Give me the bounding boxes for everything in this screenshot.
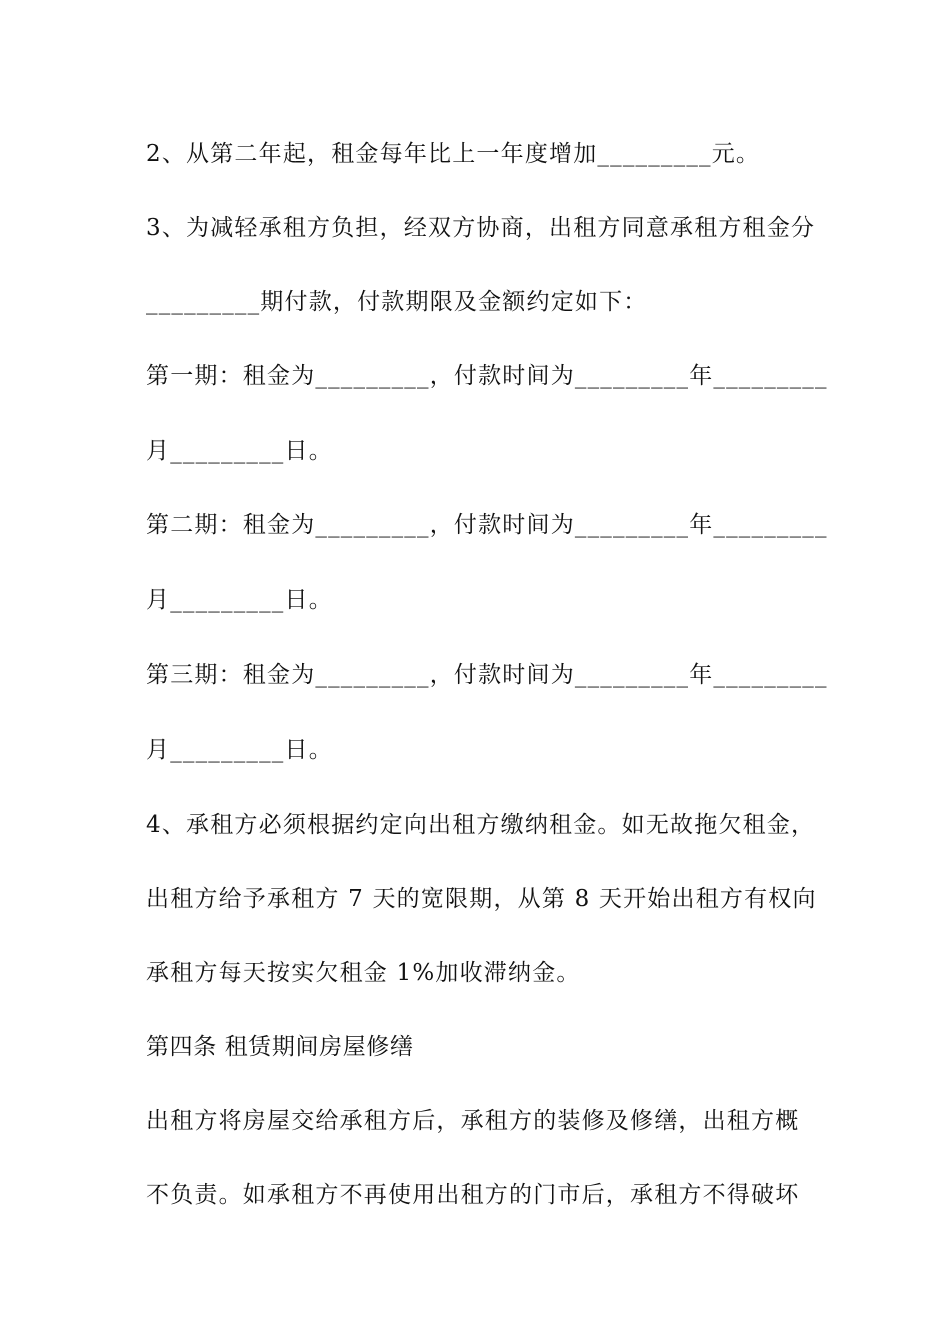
clause-installments-intro: 3、为减轻承租方负担，经双方协商，出租方同意承租方租金分 [146, 215, 816, 241]
clause-late-fee: 承租方每天按实欠租金 1%加收滞纳金。 [146, 960, 581, 986]
clause-payment-obligation: 4、承租方必须根据约定向出租方缴纳租金。如无故拖欠租金， [146, 812, 816, 838]
clause-grace-period: 出租方给予承租方 7 天的宽限期，从第 8 天开始出租方有权向 [146, 886, 817, 912]
clause-repairs-1: 出租方将房屋交给承租方后，承租方的装修及修缮，出租方概 [146, 1108, 800, 1134]
clause-rent-increase: 2、从第二年起，租金每年比上一年度增加_________元。 [146, 141, 761, 167]
article-4-heading: 第四条 租赁期间房屋修缮 [146, 1034, 414, 1060]
clause-repairs-2: 不负责。如承租方不再使用出租方的门市后，承租方不得破坏 [146, 1182, 800, 1208]
clause-installments-terms: _________期付款，付款期限及金额约定如下： [146, 289, 648, 315]
installment-2-rent: 第二期：租金为_________，付款时间为_________年_________ [146, 512, 828, 538]
installment-1-date: 月_________日。 [146, 438, 333, 464]
installment-3-date: 月_________日。 [146, 737, 333, 763]
installment-2-date: 月_________日。 [146, 587, 333, 613]
installment-1-rent: 第一期：租金为_________，付款时间为_________年_________ [146, 363, 828, 389]
installment-3-rent: 第三期：租金为_________，付款时间为_________年_________ [146, 662, 828, 688]
